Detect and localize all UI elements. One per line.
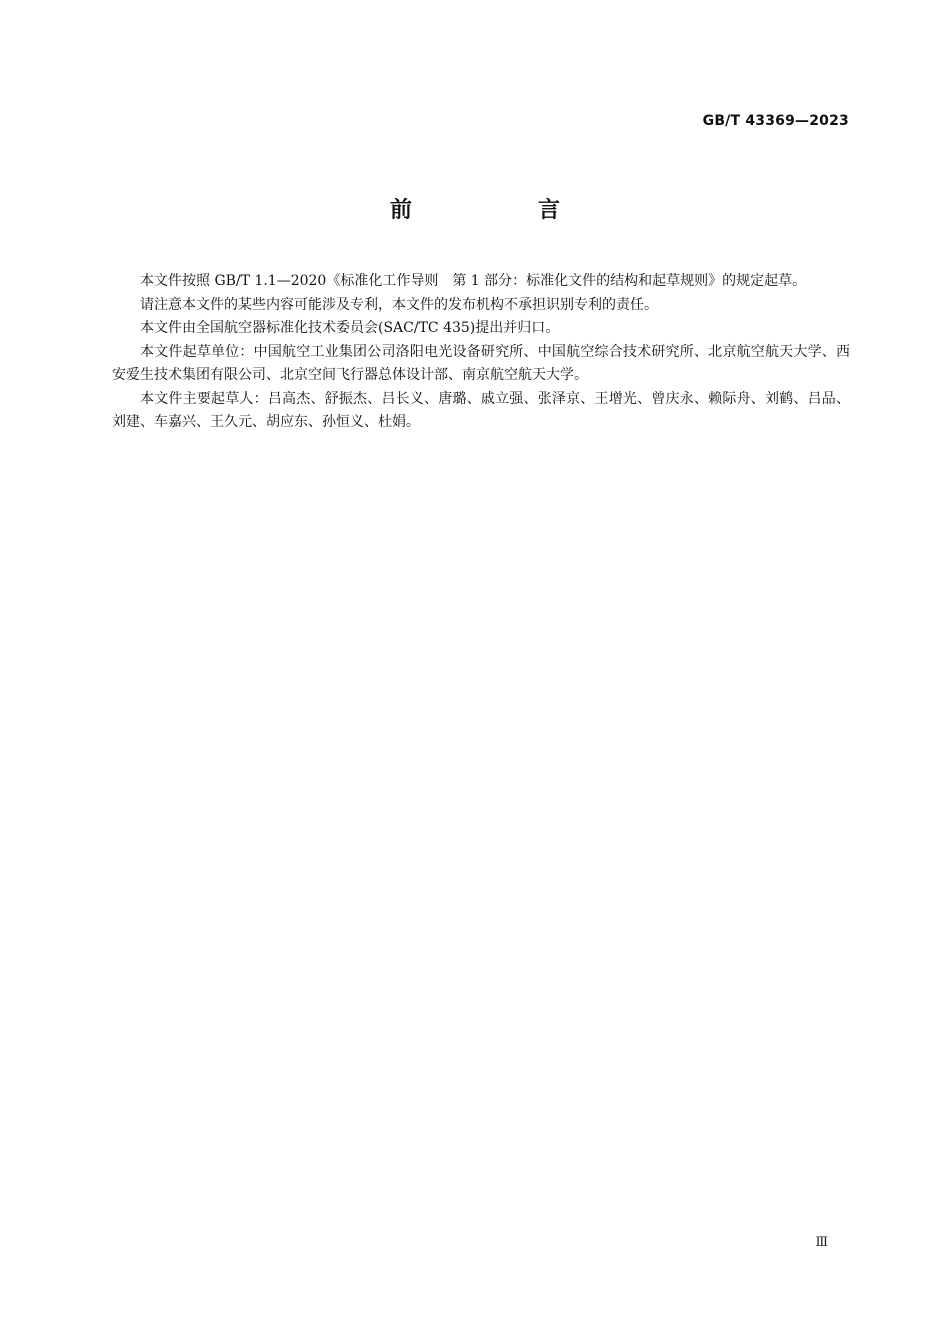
page-title: 前 言 (389, 198, 612, 223)
paragraph-drafting-units: 本文件起草单位：中国航空工业集团公司洛阳电光设备研究所、中国航空综合技术研究所、北京航空航天大学、西安爱生技术集团有限公司、北京空间飞行器总体设计部、南京航空航天大学。 (112, 343, 850, 383)
foreword-body (112, 270, 850, 435)
standard-code: GB/T 43369—2023 (702, 113, 849, 129)
paragraph-patent-notice: 请注意本文件的某些内容可能涉及专利，本文件的发布机构不承担识别专利的责任。 (140, 296, 658, 313)
paragraph-drafters: 本文件主要起草人：吕高杰、舒振杰、吕长义、唐璐、戚立强、张泽京、王增光、曾庆永、赖际舟、刘鹤、吕品、刘建、车嘉兴、王久元、胡应东、孙恒义、杜娟。 (112, 390, 850, 430)
paragraph-drafting-rules: 本文件按照 GB/T 1.1—2020《标准化工作导则 第 1 部分：标准化文件的结构和起草规则》的规定起草。 (140, 273, 807, 289)
page-number: Ⅲ (815, 1235, 828, 1250)
paragraph-proposer: 本文件由全国航空器标准化技术委员会(SAC/TC 435)提出并归口。 (140, 320, 560, 336)
